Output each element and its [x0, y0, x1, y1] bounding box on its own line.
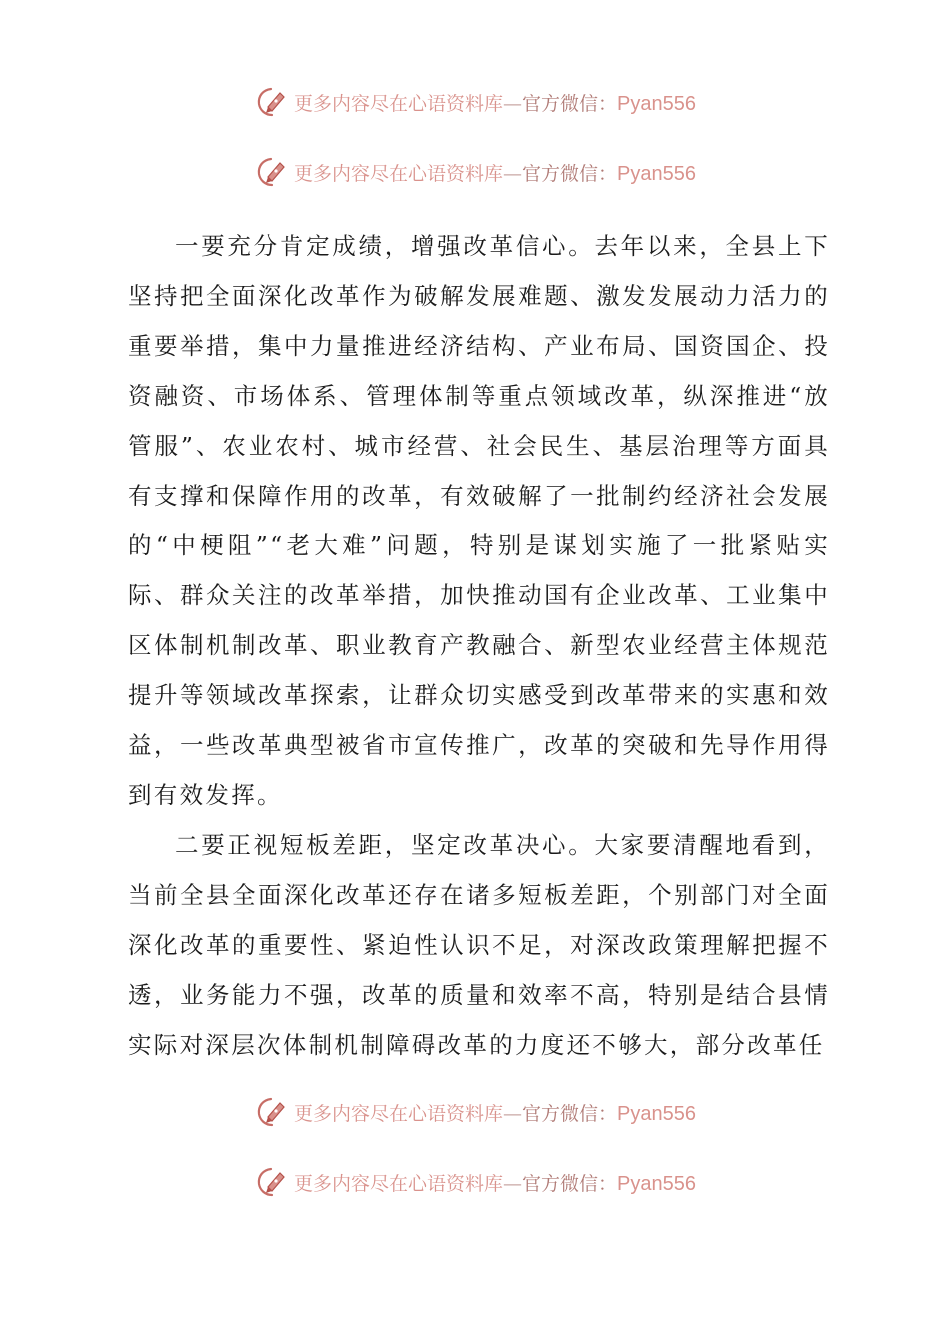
watermark-text: 更多内容尽在心语资料库—官方微信：Pyan556: [294, 1172, 696, 1195]
document-body: [128, 222, 830, 1070]
watermark-text: 更多内容尽在心语资料库—官方微信：Pyan556: [294, 1102, 696, 1125]
pen-nib-icon: [254, 1165, 288, 1199]
pen-nib-icon: [254, 155, 288, 189]
watermark-text: 更多内容尽在心语资料库—官方微信：Pyan556: [294, 162, 696, 185]
watermark-banner: [0, 1162, 950, 1202]
paragraph: 一要充分肯定成绩，增强改革信心。去年以来，全县上下坚持把全面深化改革作为破解发展难题、激发发展动力活力的重要举措，集中力量推进经济结构、产业布局、国资国企、投资融资、市场体系、管理体制等重点领域改革，纵深推进“放管服”、农业农村、城市经营、社会民生、基层治理等方面具有支撑和保障作用的改革，有效破解了一批制约经济社会发展的“中梗阻”“老大难”问题，特别是谋划实施了一批紧贴实际、群众关注的改革举措，加快推动国有企业改革、工业集中区体制机制改革、职业教育产教融合、新型农业经营主体规范提升等领域改革探索，让群众切实感受到改革带来的实惠和效益，一些改革典型被省市宣传推广，改革的突破和先导作用得到有效发挥。: [128, 232, 830, 809]
pen-nib-icon: [254, 85, 288, 119]
pen-nib-icon: [254, 1095, 288, 1129]
watermark-banner: [0, 82, 950, 122]
watermark-banner: [0, 152, 950, 192]
watermark-text: 更多内容尽在心语资料库—官方微信：Pyan556: [294, 92, 696, 115]
paragraph: 二要正视短板差距，坚定改革决心。大家要清醒地看到，当前全县全面深化改革还存在诸多短板差距，个别部门对全面深化改革的重要性、紧迫性认识不足，对深改政策理解把握不透，业务能力不强，改革的质量和效率不高，特别是结合县情实际对深层次体制机制障碍改革的力度还不够大，部分改革任: [128, 830, 830, 1059]
watermark-banner: [0, 1092, 950, 1132]
